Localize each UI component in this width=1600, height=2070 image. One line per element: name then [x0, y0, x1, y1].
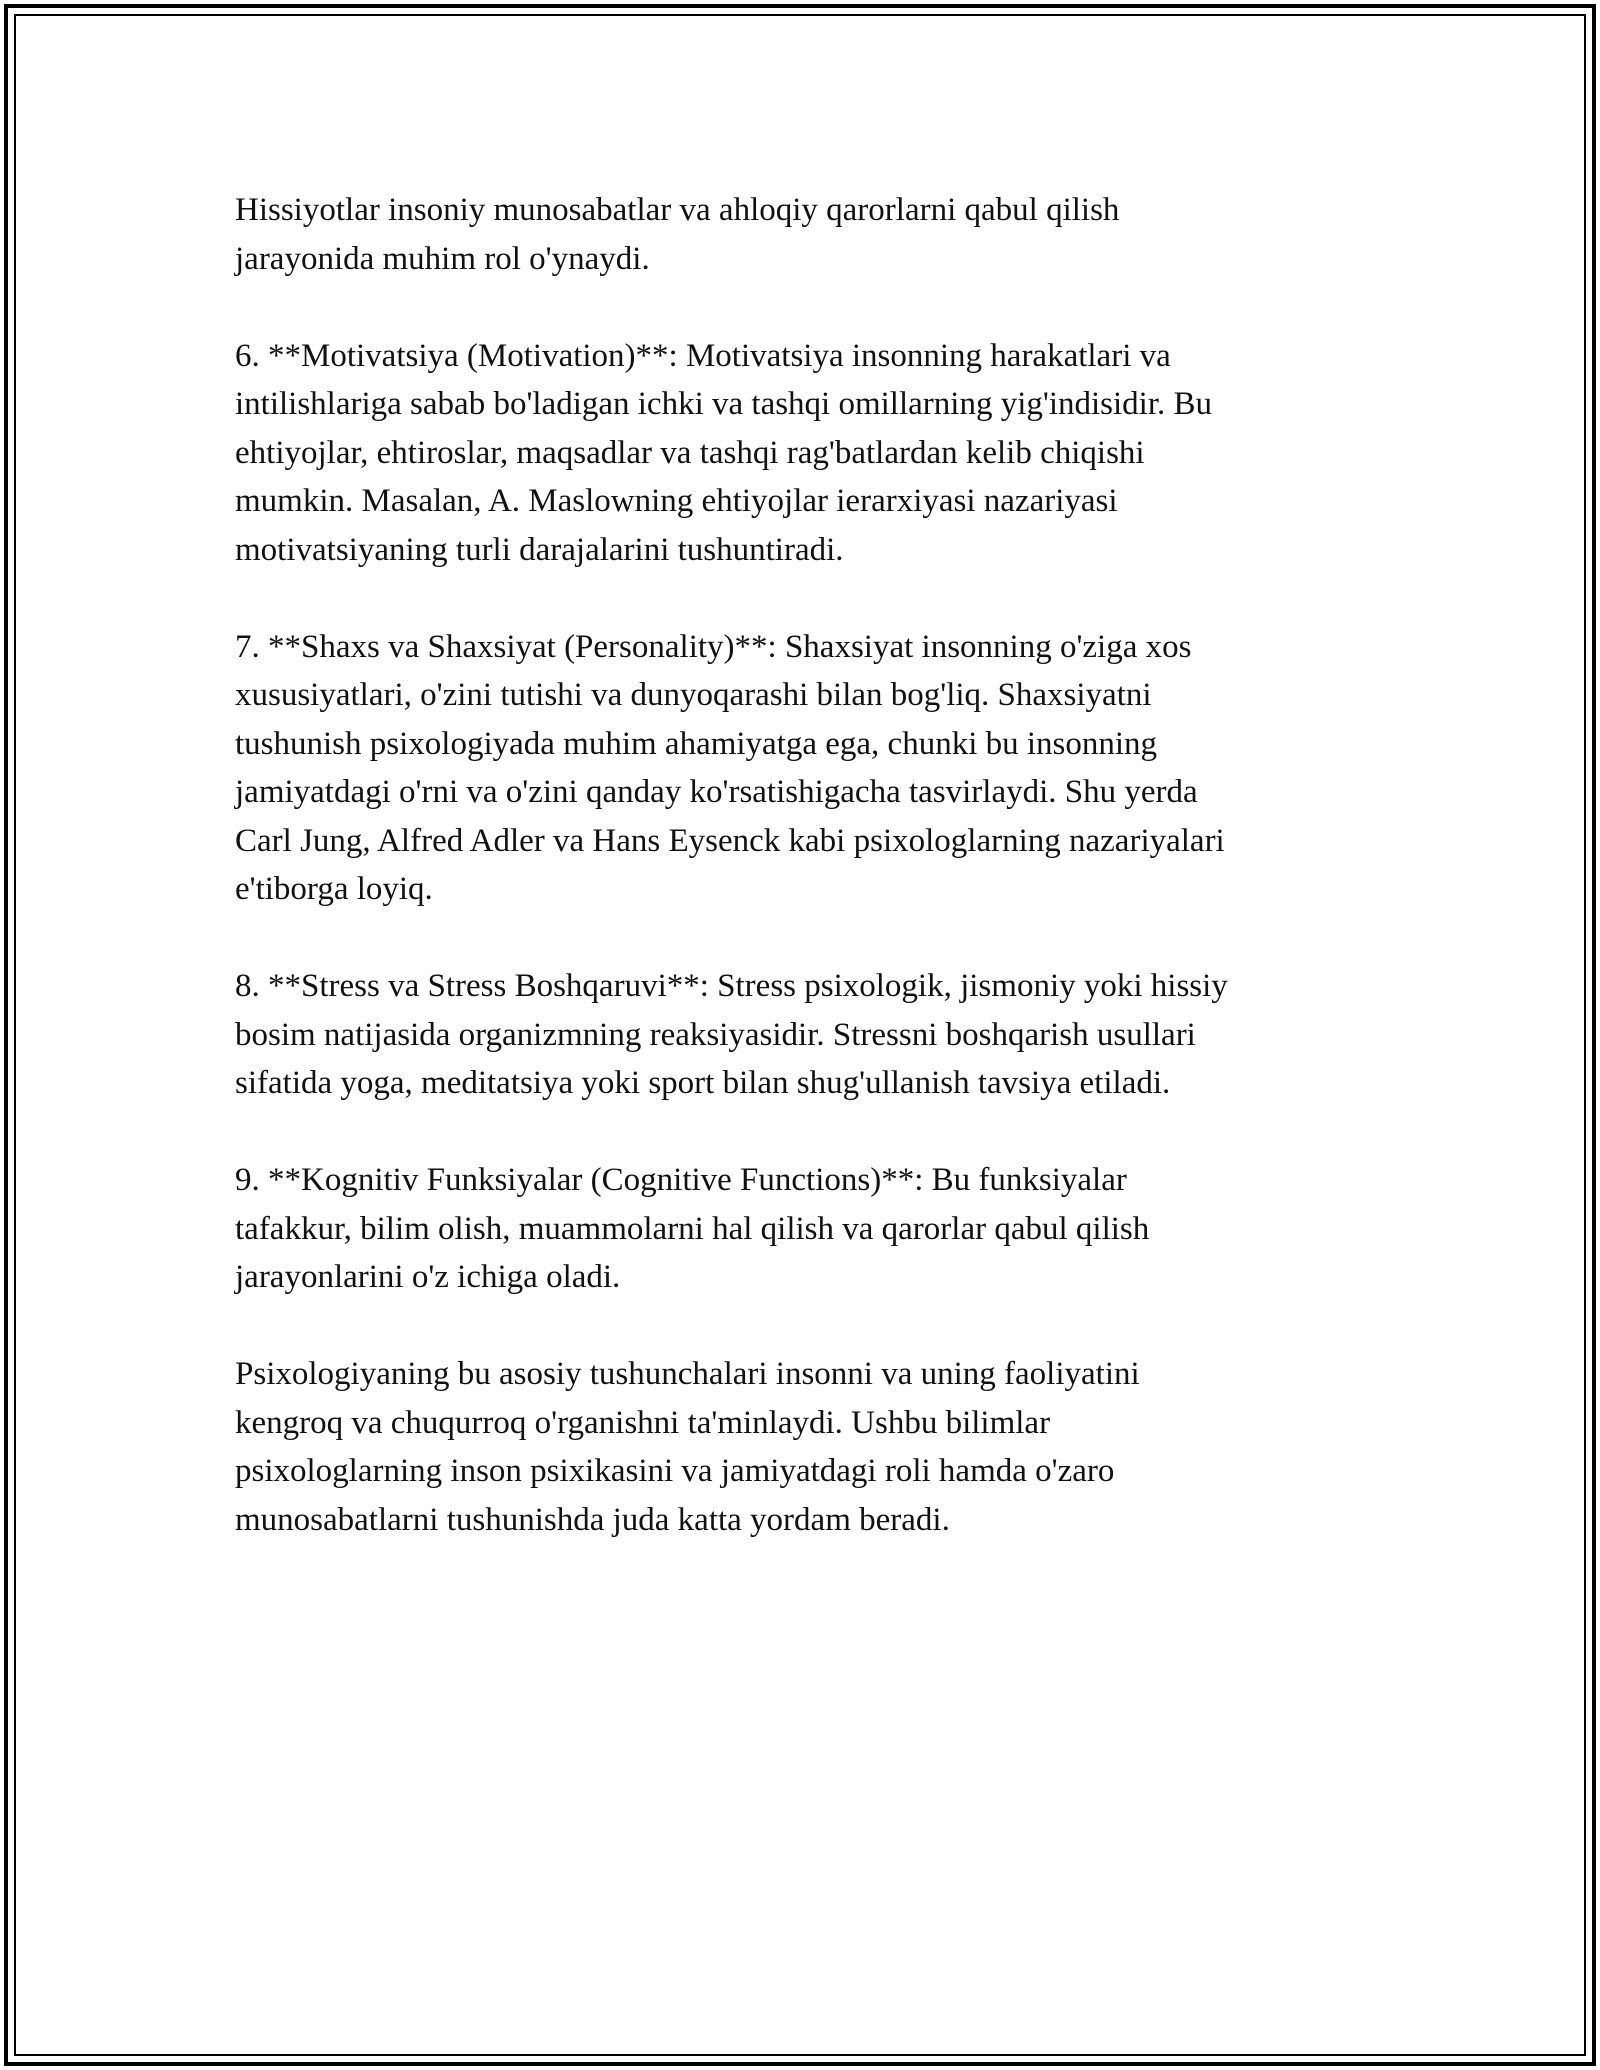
paragraph-emotions-conclusion: Hissiyotlar insoniy munosabatlar va ahloqiy qarorlarni qabul qilish jarayonida muhim rol o'ynaydi. [235, 192, 1120, 277]
paragraph-personality: 7. **Shaxs va Shaxsiyat (Personality)**: Shaxsiyat insonning o'ziga xos xususiyatlari, o'zini tutishi va dunyoqarashi bilan bog'liq. Shaxsiyatni tushunish psixologiyada muhim ahamiyatga ega, chunki bu insonning jamiyatdagi o'rni va o'zini qanday ko'rsatishigacha tasvirlaydi. Shu yerda Carl Jung, Alfred Adler va Hans Eysenck kabi psixologlarning nazariyalari e'tiborga loyiq. [235, 628, 1225, 907]
paragraph-stress: 8. **Stress va Stress Boshqaruvi**: Stress psixologik, jismoniy yoki hissiy bosim natijasida organizmning reaksiyasidir. Stressni boshqarish usullari sifatida yoga, meditatsiya yoki sport bilan shug'ullanish tavsiya etiladi. [235, 968, 1228, 1101]
document-body [235, 186, 1365, 1593]
paragraph-conclusion: Psixologiyaning bu asosiy tushunchalari insonni va uning faoliyatini kengroq va chuqurroq o'rganishni ta'minlaydi. Ushbu bilimlar psixologlarning inson psixikasini va jamiyatdagi roli hamda o'zaro munosabatlarni tushunishda juda katta yordam beradi. [235, 1356, 1140, 1538]
paragraph-cognitive-functions: 9. **Kognitiv Funksiyalar (Cognitive Functions)**: Bu funksiyalar tafakkur, bilim olish, muammolarni hal qilish va qarorlar qabul qilish jarayonlarini o'z ichiga oladi. [235, 1162, 1150, 1295]
paragraph-motivation: 6. **Motivatsiya (Motivation)**: Motivatsiya insonning harakatlari va intilishlariga sabab bo'ladigan ichki va tashqi omillarning yig'indisidir. Bu ehtiyojlar, ehtiroslar, maqsadlar va tashqi rag'batlardan kelib chiqishi mumkin. Masalan, A. Maslowning ehtiyojlar ierarxiyasi nazariyasi motivatsiyaning turli darajalarini tushuntiradi. [235, 337, 1213, 568]
